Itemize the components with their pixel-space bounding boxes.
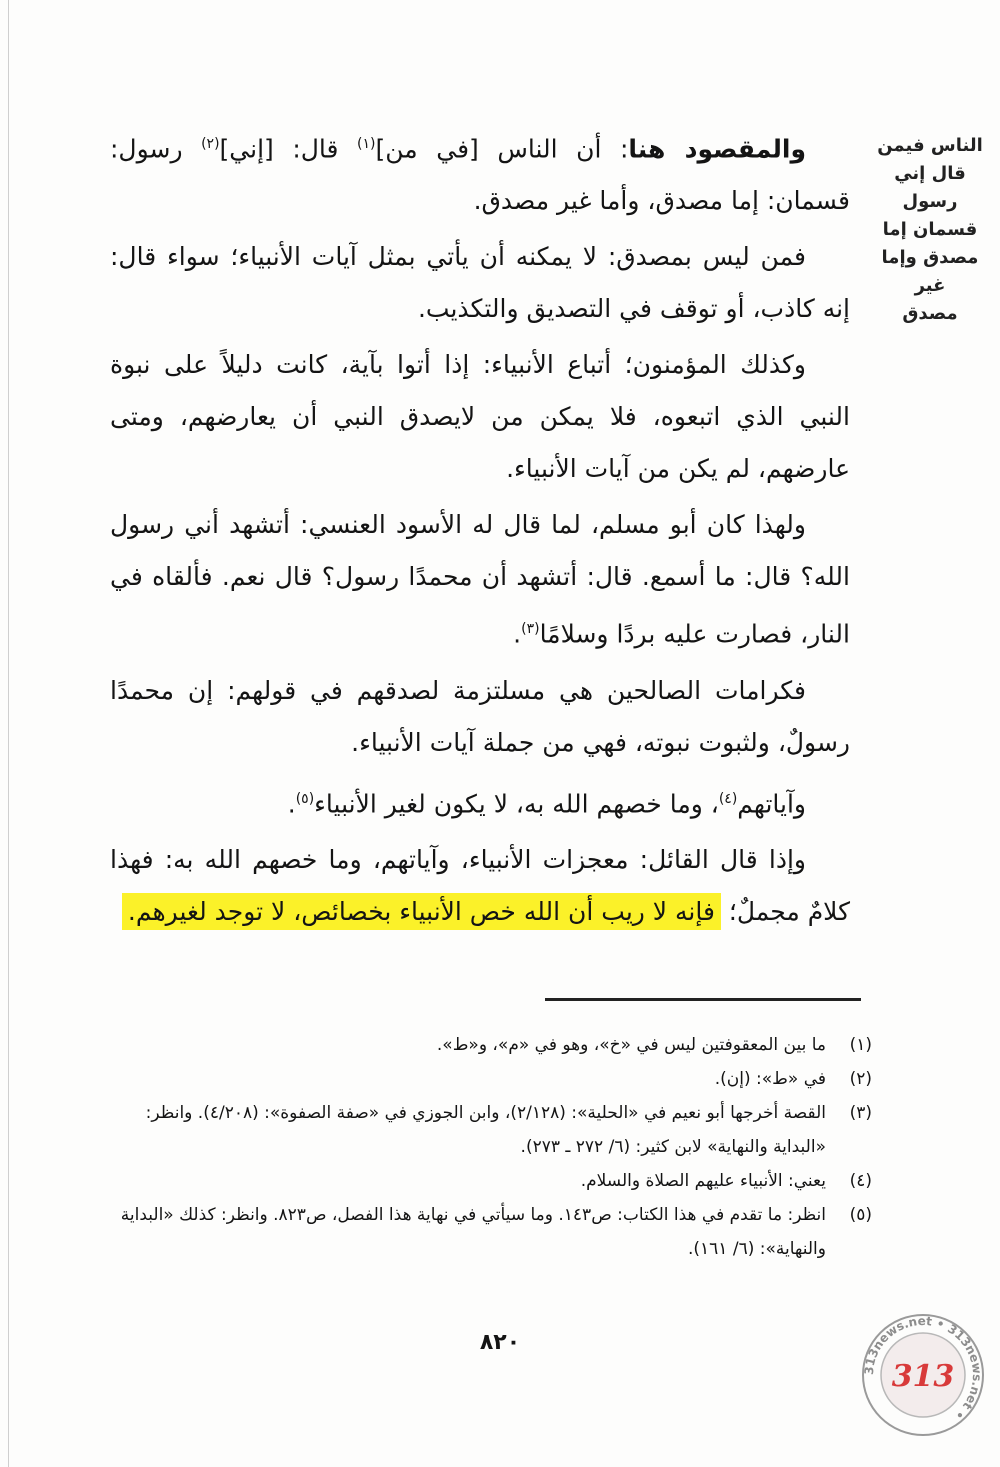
- stamp-number: 313: [891, 1359, 955, 1394]
- margin-note-line: رسول قسمان إما: [882, 191, 978, 240]
- footnote-item: [112, 1028, 872, 1062]
- text-run: رسول: قسمان: إما مصدق، وأما غير مصدق.: [110, 134, 850, 216]
- stamp-ring-text: 313news.net • 313news.net •: [861, 1313, 985, 1423]
- footnote-ref: (١): [357, 136, 376, 152]
- footnote-text: ما بين المعقوفتين ليس في «خ»، وهو في «م»، و«ط».: [436, 1035, 826, 1055]
- paragraph: [110, 834, 850, 938]
- margin-note-line: مصدق: [902, 303, 958, 324]
- main-text: [110, 118, 850, 942]
- footnote-ref: (٤): [718, 790, 738, 807]
- margin-note-line: الناس فيمن قال إني: [877, 135, 983, 184]
- footnote-ref: (٣): [521, 621, 540, 638]
- paragraph: فكرامات الصالحين هي مسلتزمة لصدقهم في قولهم: إن محمدًا رسولٌ، ولثبوت نبوته، فهي من جملة آيات الأنبياء.: [110, 675, 850, 757]
- text-run: ، وما خصهم الله به، لا يكون لغير الأنبياء: [314, 788, 719, 818]
- paragraph: وكذلك المؤمنون؛ أتباع الأنبياء: إذا أتوا بآية، كانت دليلاً على نبوة النبي الذي اتبعوه، فلا يمكن من لايصدق النبي أن يعارضهم، ومتى عارضهم، لم يكن من آيات الأنبياء.: [110, 350, 850, 484]
- text-run: .: [287, 788, 296, 818]
- text-run: : أن الناس [في من]: [375, 134, 629, 164]
- footnotes: [112, 1028, 872, 1266]
- footnote-text: انظر: ما تقدم في هذا الكتاب: ص١٤٣. وما سيأتي في نهاية هذا الفصل، ص٨٢٣. وانظر: كذلك «البداية والنهاية»: (٦/ ١٦١).: [120, 1205, 826, 1259]
- paragraph: [110, 499, 850, 660]
- footnote-number: (٥): [849, 1205, 872, 1225]
- footnote-text: في «ط»: (إن).: [714, 1069, 826, 1089]
- text-run: وآياتهم: [737, 788, 806, 818]
- margin-note: [870, 132, 990, 328]
- footnote-separator: [545, 998, 861, 1001]
- footnote-item: [112, 1164, 872, 1198]
- footnote-number: (٣): [849, 1103, 872, 1123]
- footnote-item: [112, 1198, 872, 1266]
- text-run: قال: [إني]: [219, 134, 358, 164]
- footnote-ref: (٢): [201, 136, 220, 152]
- footnote-text: القصة أخرجها أبو نعيم في «الحلية»: (٢/١٢٨)، وابن الجوزي في «صفة الصفوة»: (٤/٢٠٨). وانظر: «البداية والنهاية» لابن كثير: (٦/ ٢٧٢ ـ ٢٧٣).: [145, 1103, 826, 1157]
- footnote-item: [112, 1096, 872, 1164]
- paragraph: [110, 773, 850, 830]
- margin-note-line: مصدق وإما غير: [881, 247, 979, 296]
- footnote-item: [112, 1062, 872, 1096]
- text-run: .: [513, 619, 522, 649]
- footnote-text: يعني: الأنبياء عليهم الصلاة والسلام.: [580, 1171, 826, 1191]
- footnote-number: (١): [849, 1035, 872, 1055]
- lead-phrase: والمقصود هنا: [628, 134, 807, 164]
- highlighted-sentence: فإنه لا ريب أن الله خص الأنبياء بخصائص، لا توجد لغيرهم.: [122, 893, 721, 930]
- paragraph: [110, 118, 850, 227]
- footnote-number: (٤): [849, 1171, 872, 1191]
- page-number: ٨٢٠: [479, 1330, 521, 1355]
- text-run: ولهذا كان أبو مسلم، لما قال له الأسود العنسي: أتشهد أني رسول الله؟ قال: ما أسمع. قال: أتشهد أن محمدًا رسول؟ قال نعم. فألقاه في النار، فصارت عليه بردًا وسلامًا: [110, 510, 850, 649]
- footnote-ref: (٥): [295, 790, 315, 807]
- watermark-stamp-icon: [858, 1310, 988, 1440]
- footnote-number: (٢): [849, 1069, 872, 1089]
- paragraph: فمن ليس بمصدق: لا يمكنه أن يأتي بمثل آيات الأنبياء؛ سواء قال: إنه كاذب، أو توقف في التصديق والتكذيب.: [110, 242, 850, 324]
- text-run: وإذا قال القائل: معجزات الأنبياء، وآياتهم، وما خصهم الله به: فهذا كلامٌ مجملٌ؛: [110, 844, 850, 926]
